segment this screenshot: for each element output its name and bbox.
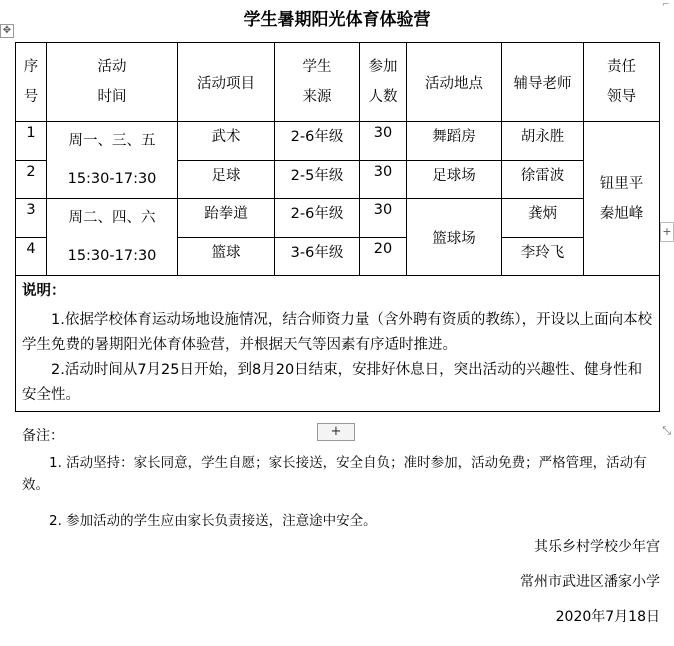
cell-teacher: 龚炳 — [502, 199, 584, 238]
cell-source: 2-6年级 — [275, 122, 360, 161]
corner-mark: ⌐ — [662, 0, 670, 10]
page-title: 学生暑期阳光体育体验营 — [243, 10, 431, 30]
cell-count: 30 — [360, 199, 407, 238]
add-column-icon[interactable]: + — [660, 222, 674, 242]
table-row — [16, 199, 660, 238]
remarks-paragraph-2: 2. 参加活动的学生应由家长负责接送，注意途中安全。 — [49, 513, 377, 529]
cell-leaders: 钮里平 秦旭峰 — [584, 122, 660, 276]
header-time: 活动 时间 — [47, 43, 178, 122]
header-no: 序 号 — [16, 43, 47, 122]
header-count: 参加 人数 — [360, 43, 407, 122]
cell-count: 30 — [360, 122, 407, 161]
header-leader: 责任 领导 — [584, 43, 660, 122]
cell-teacher: 李玲飞 — [502, 237, 584, 276]
notes-paragraph-1: 1.依据学校体育运动场地设施情况，结合师资力量（含外聘有资质的教练），开设以上面向本校学生免费的暑期阳光体育体验营，并根据天气等因素有序适时推进。 — [22, 312, 653, 353]
cell-item: 篮球 — [178, 237, 275, 276]
notes-heading: 说明： — [22, 283, 66, 299]
cell-count: 20 — [360, 237, 407, 276]
cell-location: 舞蹈房 — [407, 122, 502, 161]
cell-location: 篮球场 — [407, 199, 502, 276]
cell-time-group-1: 周一、三、五 15:30-17:30 — [47, 122, 178, 199]
cell-count: 30 — [360, 160, 407, 199]
notes-row — [16, 276, 660, 412]
remarks-heading: 备注： — [22, 428, 64, 444]
cell-teacher: 胡永胜 — [502, 122, 584, 161]
table-move-handle-icon[interactable]: ✥ — [0, 24, 14, 38]
cell-source: 3-6年级 — [275, 237, 360, 276]
cell-teacher: 徐雷波 — [502, 160, 584, 199]
cell-no: 4 — [16, 237, 47, 276]
header-row — [16, 43, 660, 122]
cell-no: 2 — [16, 160, 47, 199]
table-row — [16, 122, 660, 161]
signature-org-1: 其乐乡村学校少年宫 — [534, 539, 660, 555]
table-resize-icon[interactable]: ⤡ — [662, 424, 671, 437]
add-row-button[interactable]: + — [317, 423, 355, 441]
signature-date: 2020年7月18日 — [555, 609, 660, 625]
header-item: 活动项目 — [178, 43, 275, 122]
cell-item: 武术 — [178, 122, 275, 161]
notes-paragraph-2: 2.活动时间从7月25日开始，到8月20日结束，安排好休息日，突出活动的兴趣性、健身性和安全性。 — [22, 362, 643, 403]
notes-cell — [16, 276, 660, 412]
cell-no: 3 — [16, 199, 47, 238]
header-teacher: 辅导老师 — [502, 43, 584, 122]
cell-time-group-2: 周二、四、六 15:30-17:30 — [47, 199, 178, 276]
cell-item: 跆拳道 — [178, 199, 275, 238]
remarks-paragraph-1: 1. 活动坚持：家长同意，学生自愿；家长接送，安全自负；准时参加，活动免费；严格管理，活动有效。 — [22, 455, 647, 493]
header-location: 活动地点 — [407, 43, 502, 122]
cell-item: 足球 — [178, 160, 275, 199]
header-source: 学生 来源 — [275, 43, 360, 122]
cell-source: 2-5年级 — [275, 160, 360, 199]
cell-no: 1 — [16, 122, 47, 161]
cell-location: 足球场 — [407, 160, 502, 199]
cell-source: 2-6年级 — [275, 199, 360, 238]
signature-org-2: 常州市武进区潘家小学 — [520, 574, 660, 590]
remarks-block — [22, 452, 662, 546]
schedule-table — [15, 42, 660, 412]
